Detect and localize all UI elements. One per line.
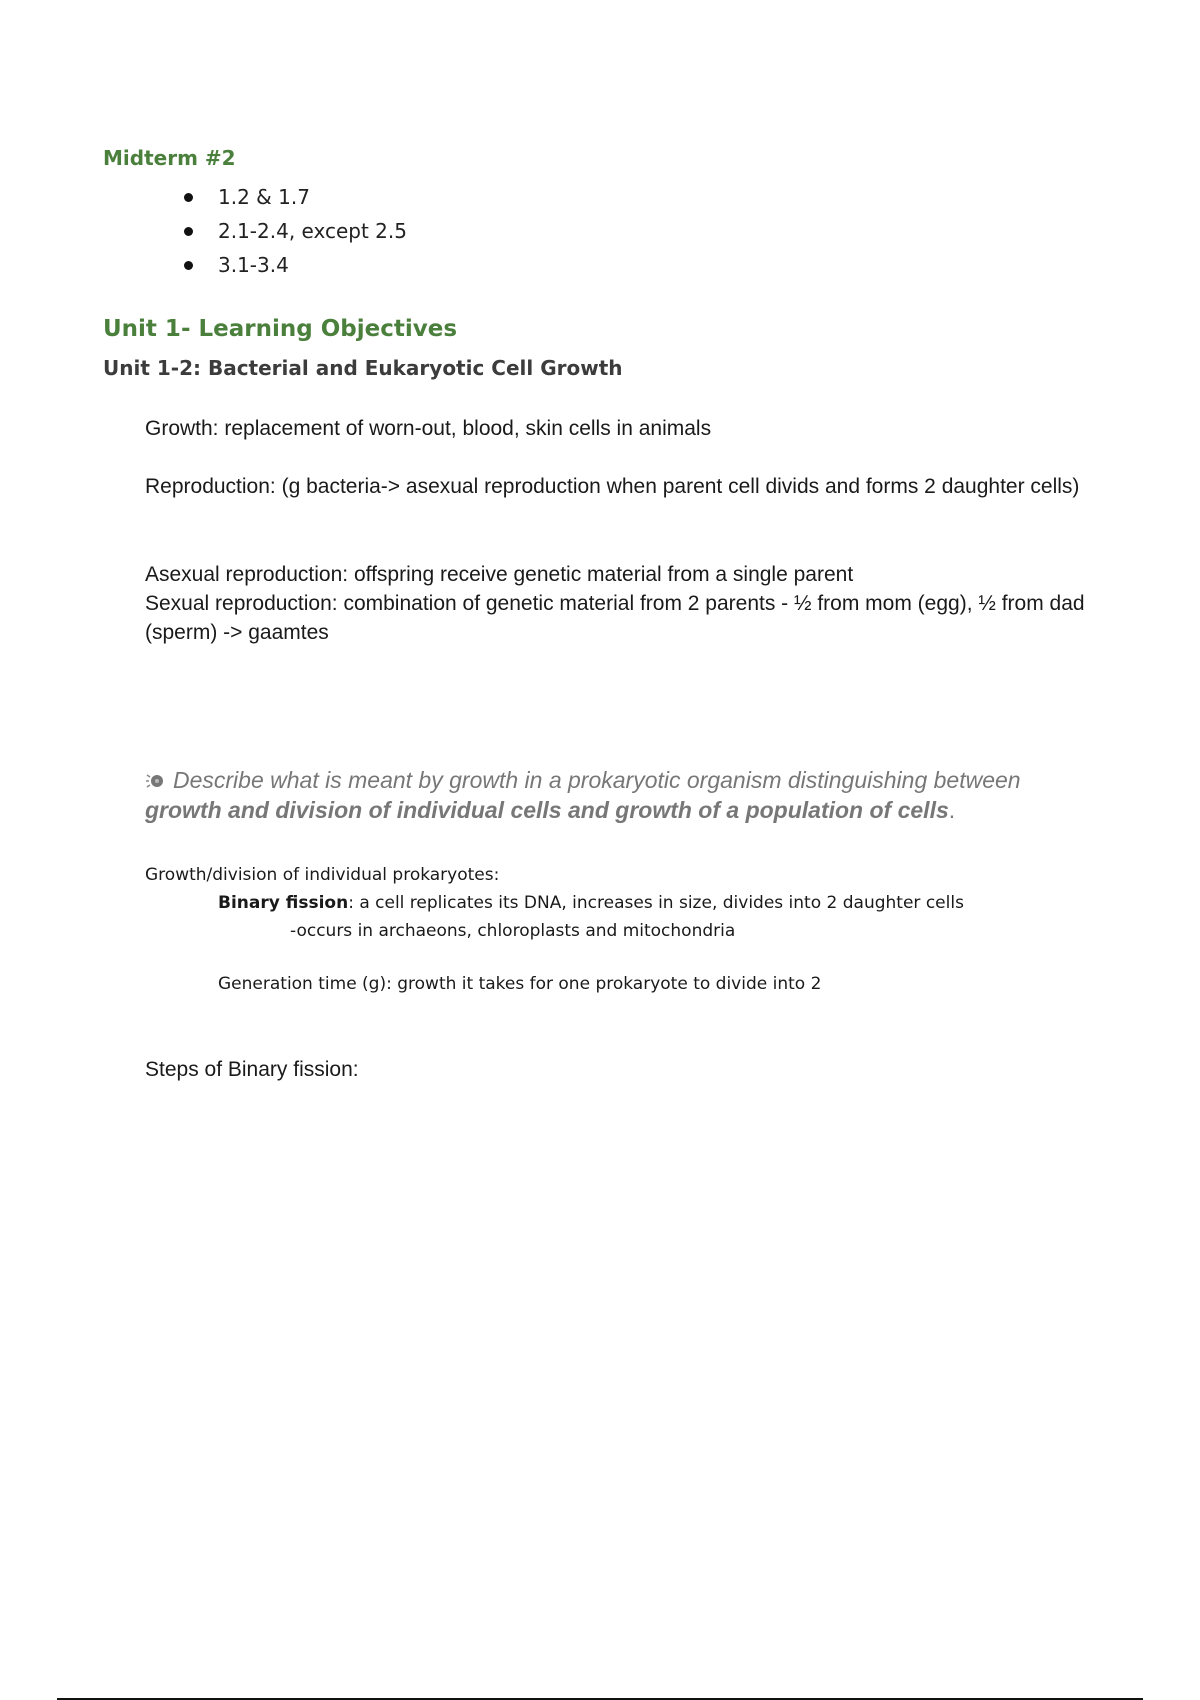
growth-note: Growth: replacement of worn-out, blood, skin cells in animals — [145, 417, 712, 440]
sexual-note: Sexual reproduction: combination of genetic material from 2 parents - ½ from mom (egg), ½ from dad (sperm) -> gaamtes — [145, 592, 1085, 644]
objective-lead: Describe what is meant by growth in a prokaryotic organism distinguishing between — [173, 767, 1021, 793]
bullet-icon — [184, 227, 193, 236]
reproduction-note: Reproduction: (g bacteria-> asexual reproduction when parent cell divids and forms 2 daughter cells) — [145, 475, 1080, 498]
binary-fission-note — [218, 889, 964, 917]
midterm-title: Midterm #2 — [103, 146, 236, 170]
prokaryote-heading: Growth/division of individual prokaryotes: — [145, 865, 500, 885]
list-item-text: 2.1-2.4, except 2.5 — [218, 219, 407, 243]
objective-end: . — [948, 797, 956, 823]
asexual-note: Asexual reproduction: offspring receive genetic material from a single parent — [145, 563, 854, 586]
binary-fission-term: Binary fission — [218, 893, 349, 913]
lightbulb-icon — [145, 767, 165, 785]
list-item-text: 3.1-3.4 — [218, 253, 289, 277]
steps-heading: Steps of Binary fission: — [145, 1058, 359, 1081]
list-item — [180, 180, 407, 214]
unit-subtitle: Unit 1-2: Bacterial and Eukaryotic Cell Growth — [103, 356, 623, 380]
bullet-icon — [184, 261, 193, 270]
list-item-text: 1.2 & 1.7 — [218, 185, 310, 209]
midterm-list — [180, 180, 407, 282]
list-item — [180, 248, 407, 282]
objective-emphasis: growth and division of individual cells and growth of a population of cells — [145, 797, 949, 823]
generation-time-note: Generation time (g): growth it takes for one prokaryote to divide into 2 — [218, 974, 822, 994]
occurs-note: -occurs in archaeons, chloroplasts and mitochondria — [290, 921, 736, 941]
list-item — [180, 214, 407, 248]
learning-objective — [145, 765, 1085, 825]
binary-fission-definition: : a cell replicates its DNA, increases in size, divides into 2 daughter cells — [348, 893, 964, 913]
bullet-icon — [184, 193, 193, 202]
unit-title: Unit 1- Learning Objectives — [103, 316, 458, 342]
